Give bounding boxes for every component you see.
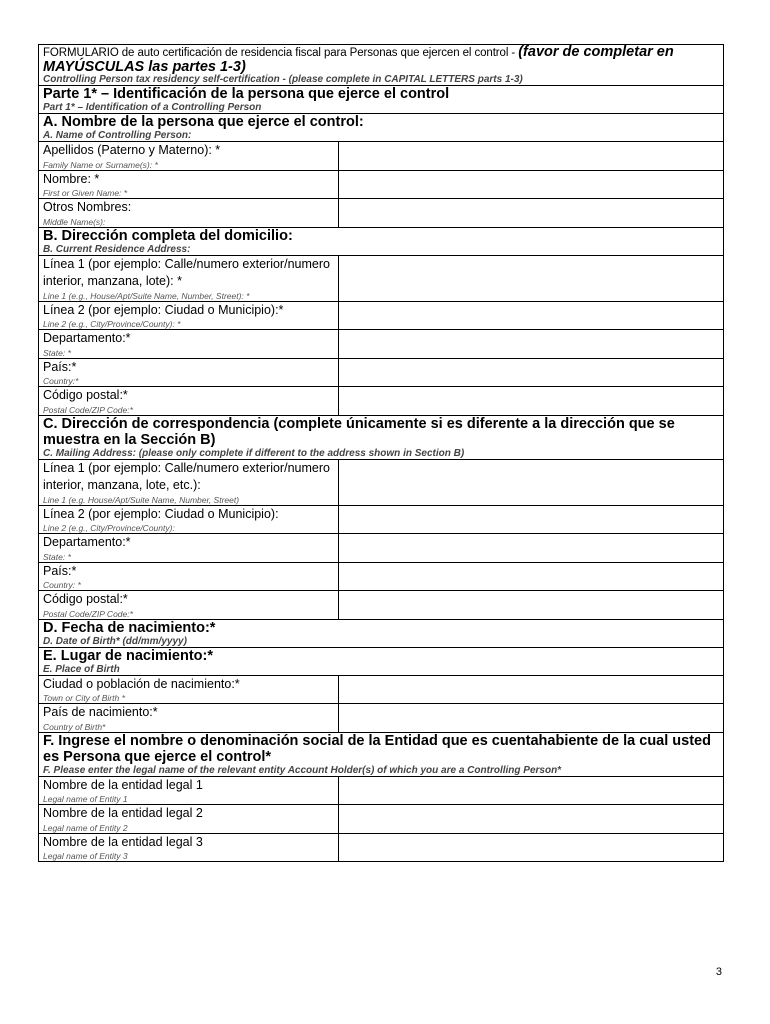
field-sublabel: Postal Code/ZIP Code:* bbox=[43, 608, 133, 619]
residence-line2-input[interactable] bbox=[339, 302, 723, 330]
field-label-cell bbox=[39, 805, 339, 833]
form-subtitle: Controlling Person tax residency self-certification - (please complete in CAPITAL LETTERS parts 1-3) bbox=[43, 74, 523, 85]
field-sublabel: Legal name of Entity 3 bbox=[43, 851, 128, 861]
field-sublabel: State: * bbox=[43, 551, 71, 562]
field-label-cell bbox=[39, 256, 339, 301]
residence-country-input[interactable] bbox=[339, 359, 723, 387]
field-label-cell bbox=[39, 330, 339, 358]
birth-city-input[interactable] bbox=[339, 676, 723, 704]
field-row-entity-2 bbox=[39, 805, 723, 834]
field-row-residence-postal bbox=[39, 387, 723, 416]
field-label: País de nacimiento:* bbox=[43, 705, 158, 719]
section-e-header bbox=[39, 648, 723, 676]
field-label-cell bbox=[39, 591, 339, 619]
field-row-residence-country bbox=[39, 359, 723, 388]
field-row-family-name bbox=[39, 142, 723, 171]
field-label: Nombre de la entidad legal 3 bbox=[43, 834, 203, 849]
field-label-cell bbox=[39, 142, 339, 170]
field-row-mailing-line1 bbox=[39, 460, 723, 506]
section-a-subtitle: A. Name of Controlling Person: bbox=[43, 130, 192, 141]
field-sublabel: Country:* bbox=[43, 376, 79, 386]
field-row-entity-3 bbox=[39, 834, 723, 862]
field-row-mailing-line2 bbox=[39, 506, 723, 535]
field-sublabel: Line 2 (e.g., City/Province/County): * bbox=[43, 319, 181, 329]
section-e-title: E. Lugar de nacimiento:* bbox=[43, 647, 213, 664]
field-label: Nombre de la entidad legal 2 bbox=[43, 806, 203, 820]
mailing-line2-input[interactable] bbox=[339, 506, 723, 534]
field-row-residence-state bbox=[39, 330, 723, 359]
field-label: Nombre de la entidad legal 1 bbox=[43, 777, 203, 792]
field-label: Departamento:* bbox=[43, 331, 131, 345]
field-sublabel: Town or City of Birth * bbox=[43, 693, 125, 703]
field-label: Código postal:* bbox=[43, 388, 128, 402]
field-label-cell bbox=[39, 777, 339, 805]
self-certification-form bbox=[38, 44, 724, 862]
field-label-cell bbox=[39, 359, 339, 387]
field-label-cell bbox=[39, 171, 339, 199]
field-label-cell bbox=[39, 534, 339, 562]
field-row-mailing-postal bbox=[39, 591, 723, 620]
field-label-cell bbox=[39, 563, 339, 591]
section-c-header bbox=[39, 416, 723, 460]
mailing-state-input[interactable] bbox=[339, 534, 723, 562]
entity-1-input[interactable] bbox=[339, 777, 723, 805]
field-row-first-name bbox=[39, 171, 723, 200]
field-label: Línea 2 (por ejemplo: Ciudad o Municipio):* bbox=[43, 302, 284, 317]
field-row-residence-line2 bbox=[39, 302, 723, 331]
field-label: Nombre: * bbox=[43, 171, 100, 186]
mailing-postal-input[interactable] bbox=[339, 591, 723, 619]
field-label-cell bbox=[39, 704, 339, 732]
part1-subtitle: Part 1* – Identification of a Controlling Person bbox=[43, 102, 262, 113]
page-number: 3 bbox=[715, 966, 722, 978]
part1-title: Parte 1* – Identificación de la persona que ejerce el control bbox=[43, 86, 450, 102]
field-sublabel: Family Name or Surname(s): * bbox=[43, 159, 158, 170]
first-name-input[interactable] bbox=[339, 171, 723, 199]
section-c-title: C. Dirección de correspondencia (complete únicamente si es diferente a la dirección que se muestra en la Sección B) bbox=[43, 415, 675, 448]
field-sublabel: Country of Birth* bbox=[43, 721, 106, 732]
field-row-entity-1 bbox=[39, 777, 723, 806]
entity-2-input[interactable] bbox=[339, 805, 723, 833]
field-label: País:* bbox=[43, 563, 77, 578]
field-sublabel: Legal name of Entity 2 bbox=[43, 822, 128, 833]
field-label: País:* bbox=[43, 359, 77, 374]
field-row-mailing-country bbox=[39, 563, 723, 592]
section-c-subtitle: C. Mailing Address: (please only complete if different to the address shown in Section B) bbox=[43, 447, 465, 459]
section-f-title: F. Ingrese el nombre o denominación social de la Entidad que es cuentahabiente de la cual usted es Persona que ejerce el control* bbox=[43, 732, 711, 765]
field-row-birth-city bbox=[39, 676, 723, 705]
field-label: Línea 2 (por ejemplo: Ciudad o Municipio): bbox=[43, 506, 279, 521]
section-a-header bbox=[39, 114, 723, 142]
field-row-middle-name bbox=[39, 199, 723, 228]
field-row-mailing-state bbox=[39, 534, 723, 563]
field-label: Departamento:* bbox=[43, 535, 131, 549]
residence-postal-input[interactable] bbox=[339, 387, 723, 415]
form-title-main: FORMULARIO de auto certificación de residencia fiscal para Personas que ejercen el control - bbox=[43, 47, 519, 59]
field-sublabel: First or Given Name: * bbox=[43, 188, 128, 198]
form-title bbox=[43, 45, 719, 74]
field-label-cell bbox=[39, 460, 339, 505]
mailing-country-input[interactable] bbox=[339, 563, 723, 591]
form-header bbox=[39, 45, 723, 86]
section-b-header bbox=[39, 228, 723, 256]
field-sublabel: Line 2 (e.g., City/Province/County): bbox=[43, 523, 175, 533]
section-a-title: A. Nombre de la persona que ejerce el control: bbox=[43, 114, 364, 130]
field-sublabel: Legal name of Entity 1 bbox=[43, 794, 128, 804]
field-sublabel: Line 1 (e.g. House/Apt/Suite Name, Number, Street) bbox=[43, 494, 240, 505]
part1-header bbox=[39, 86, 723, 114]
section-e-subtitle: E. Place of Birth bbox=[43, 663, 120, 675]
field-row-birth-country bbox=[39, 704, 723, 733]
birth-country-input[interactable] bbox=[339, 704, 723, 732]
field-label: Código postal:* bbox=[43, 592, 128, 606]
middle-name-input[interactable] bbox=[339, 199, 723, 227]
field-sublabel: Line 1 (e.g., House/Apt/Suite Name, Number, Street): * bbox=[43, 290, 250, 301]
mailing-line1-input[interactable] bbox=[339, 460, 723, 505]
family-name-input[interactable] bbox=[339, 142, 723, 170]
section-d-title: D. Fecha de nacimiento:* bbox=[43, 619, 216, 636]
field-label-cell bbox=[39, 199, 339, 227]
field-label: Línea 1 (por ejemplo: Calle/numero exterior/numero interior, manzana, lote, etc.): bbox=[43, 460, 330, 492]
field-label-cell bbox=[39, 506, 339, 534]
section-b-subtitle: B. Current Residence Address: bbox=[43, 243, 191, 255]
field-label: Línea 1 (por ejemplo: Calle/numero exterior/numero interior, manzana, lote): * bbox=[43, 256, 330, 288]
section-b-title: B. Dirección completa del domicilio: bbox=[43, 227, 293, 244]
field-sublabel: Middle Name(s): bbox=[43, 216, 106, 227]
field-label: Apellidos (Paterno y Materno): * bbox=[43, 143, 221, 157]
section-f-header bbox=[39, 733, 723, 777]
residence-state-input[interactable] bbox=[339, 330, 723, 358]
field-sublabel: State: * bbox=[43, 347, 71, 358]
field-sublabel: Postal Code/ZIP Code:* bbox=[43, 404, 133, 415]
field-label-cell bbox=[39, 387, 339, 415]
field-label-cell bbox=[39, 834, 339, 862]
residence-line1-input[interactable] bbox=[339, 256, 723, 301]
field-row-residence-line1 bbox=[39, 256, 723, 302]
field-label-cell bbox=[39, 676, 339, 704]
section-d-subtitle: D. Date of Birth* (dd/mm/yyyy) bbox=[43, 635, 187, 647]
entity-3-input[interactable] bbox=[339, 834, 723, 862]
form-title-instruction: (favor de completar en MAYÚSCULAS las partes 1-3) bbox=[43, 44, 674, 75]
field-sublabel: Country: * bbox=[43, 580, 81, 590]
field-label-cell bbox=[39, 302, 339, 330]
section-d-header[interactable] bbox=[39, 620, 723, 648]
section-f-subtitle: F. Please enter the legal name of the relevant entity Account Holder(s) of which you are a Controlling Person* bbox=[43, 764, 562, 776]
field-label: Ciudad o población de nacimiento:* bbox=[43, 676, 240, 691]
field-label: Otros Nombres: bbox=[43, 200, 132, 214]
